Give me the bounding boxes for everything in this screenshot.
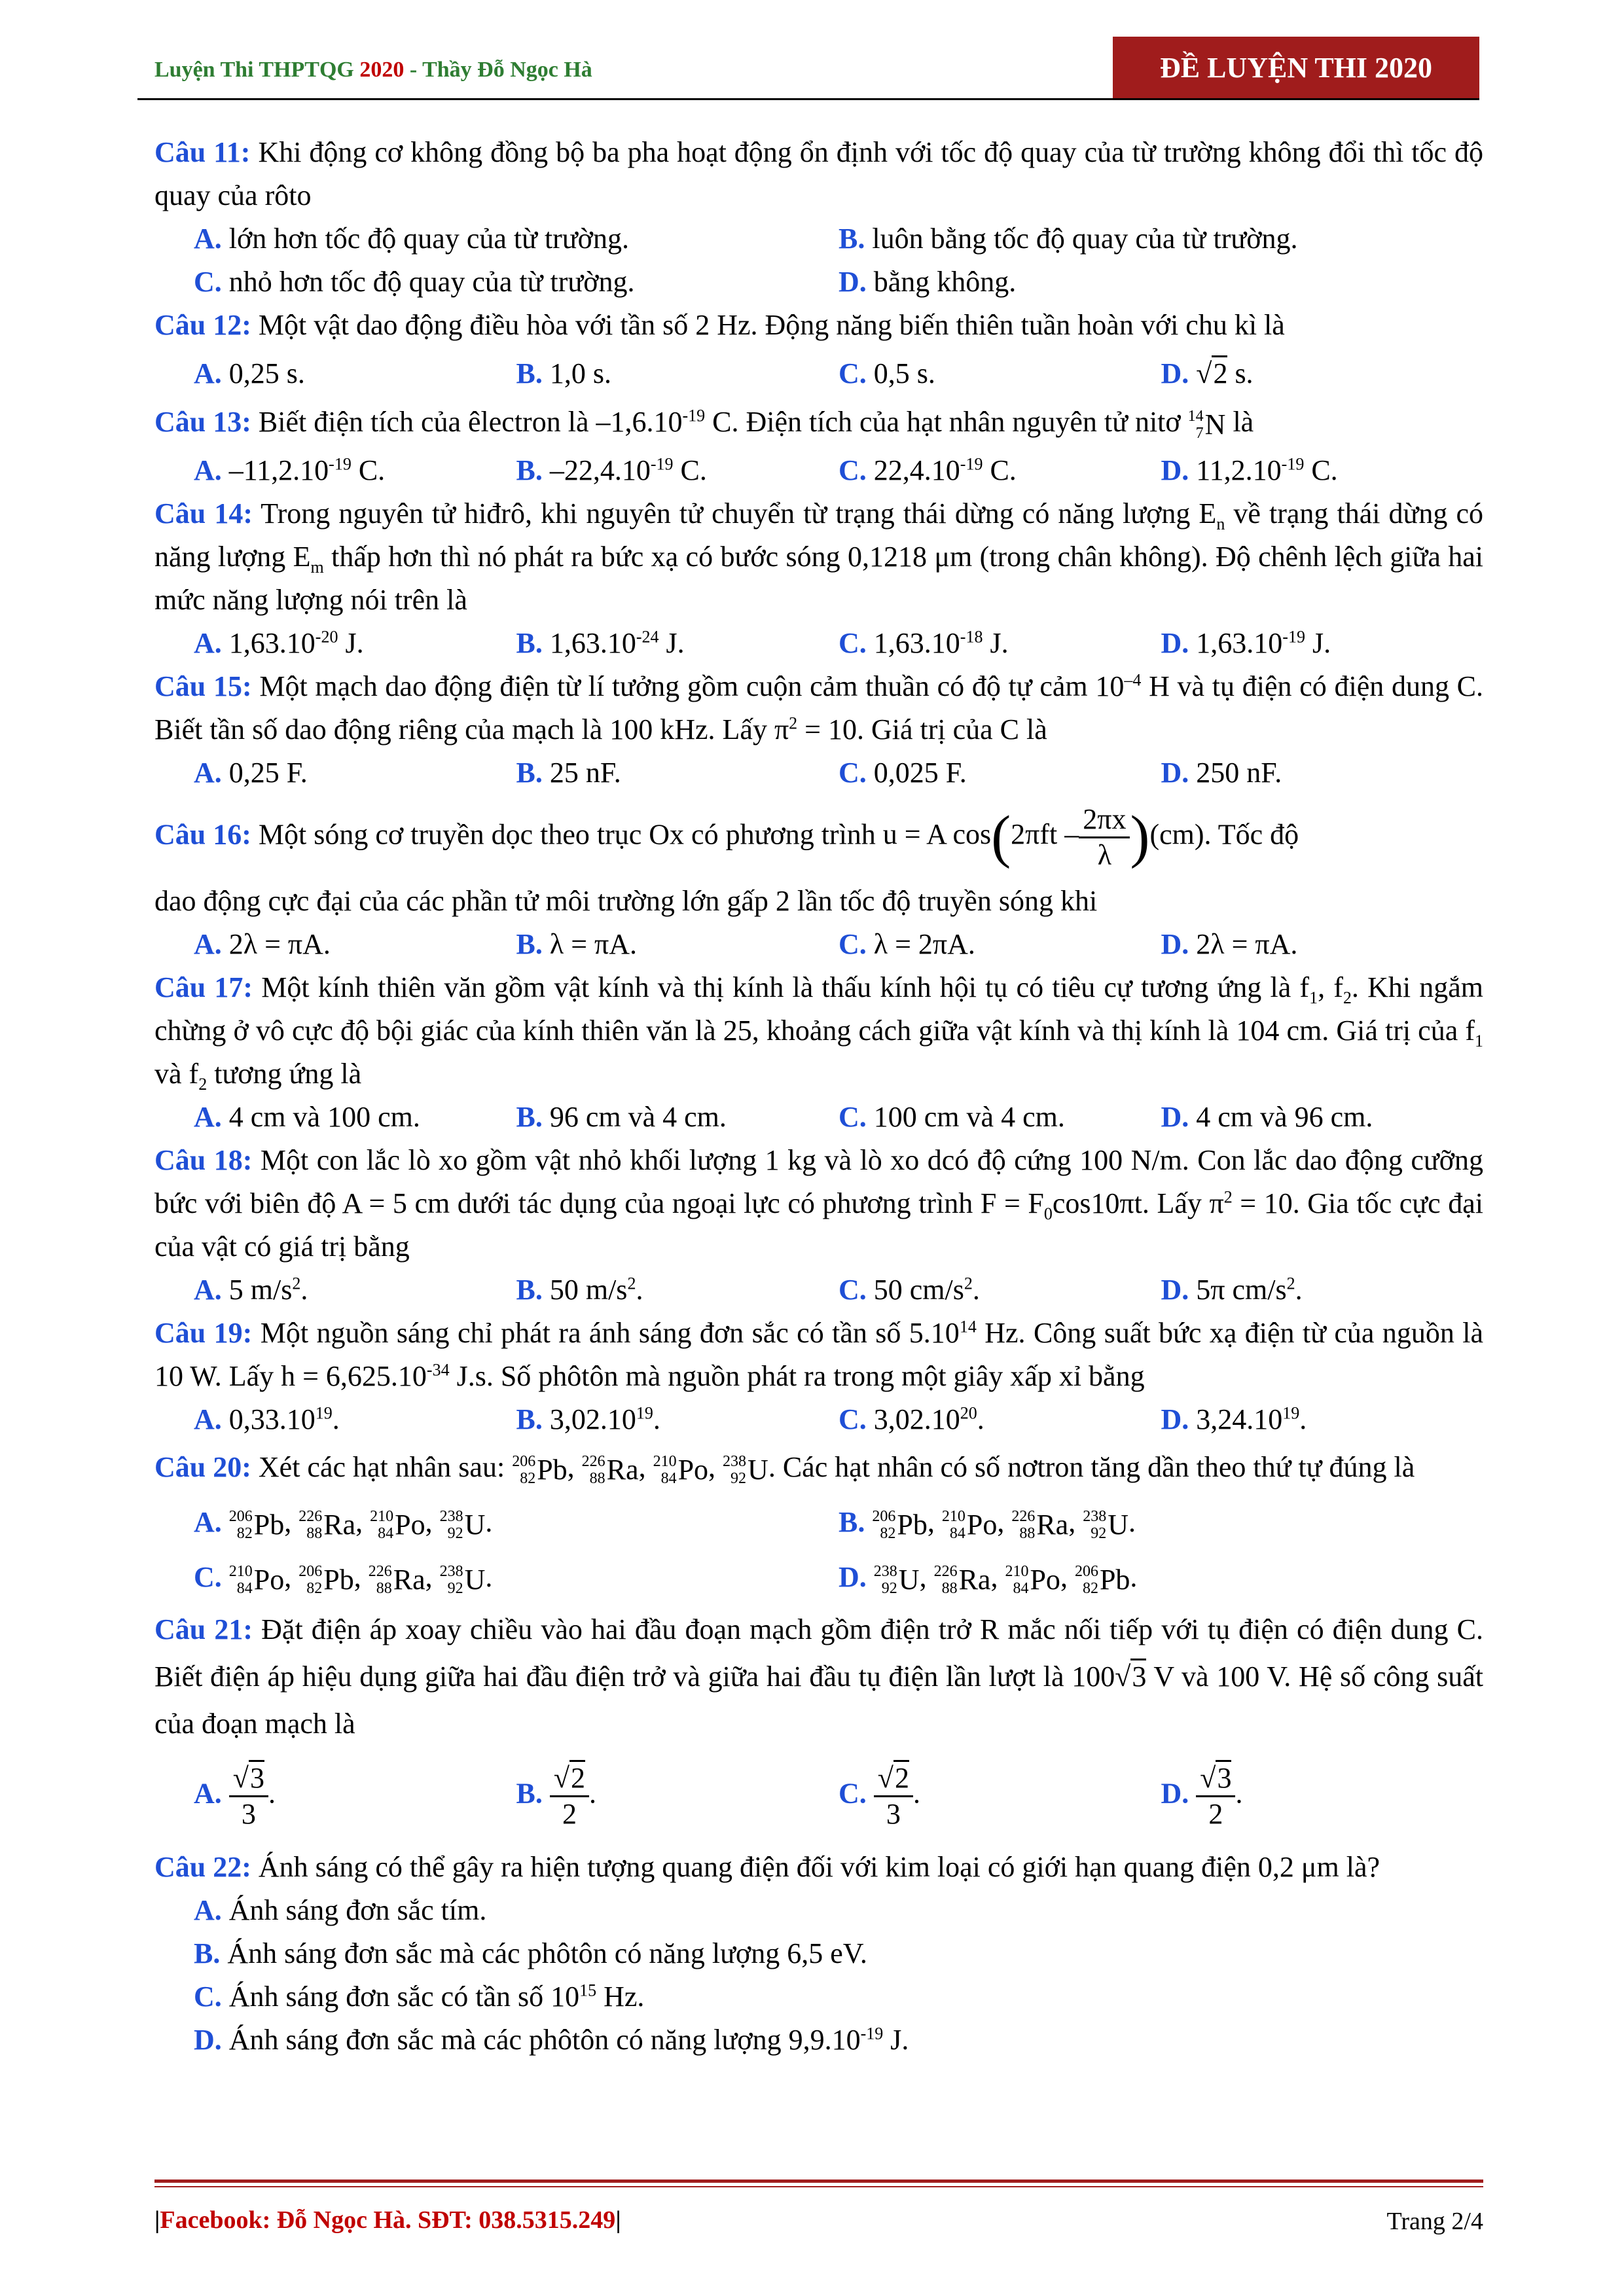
option-d[interactable]: D. 250 nF. (1161, 757, 1282, 789)
options-row (154, 217, 1483, 260)
option-a[interactable]: A. Ánh sáng đơn sắc tím. (194, 1893, 487, 1926)
question-11: Câu 11: Khi động cơ không đồng bộ ba pha hoạt động ổn định với tốc độ quay của từ trường không đổi thì tốc độ quay của rôto (154, 136, 1483, 211)
question-13: Câu 13: Biết điện tích của êlectron là $-1,6.10^{-19}$ C. Điện tích của hạt nhân nguyên tử nitơ 14 7 N là (154, 401, 1483, 449)
option-d[interactable]: D. bằng không. (839, 266, 1017, 298)
option-c[interactable]: C. nhỏ hơn tốc độ quay của từ trường. (194, 266, 635, 298)
option-d[interactable]: D. Ánh sáng đơn sắc mà các phôtôn có năng lượng $9,9.10^{-19}$ J. (194, 2023, 909, 2056)
nuclide-n: 14 7 N (1187, 407, 1226, 442)
options-row (154, 449, 1483, 492)
question-15: Câu 15: Một mạch dao động điện từ lí tưởng gồm cuộn cảm thuần có độ tự cảm $10^{-4}$ H và tụ điện có điện dung C. Biết tần số dao động riêng của mạch là 100 kHz. Lấy $\pi^2 = 10$. Giá trị của C là (154, 670, 1484, 745)
options-row (154, 260, 1483, 304)
option-b[interactable]: B. λ = πA. (516, 928, 637, 960)
footer-contact: |Facebook: Đỗ Ngọc Hà. SĐT: 038.5315.249| (154, 2206, 621, 2234)
option-b[interactable]: B. 96 cm và 4 cm. (516, 1101, 727, 1133)
options-row (154, 1748, 1483, 1846)
option-b[interactable]: B. $-22,4.10^{-19}$ C. (516, 454, 707, 486)
option-d[interactable]: D. $\frac{√3}{2}$ . (1161, 1761, 1484, 1831)
options-row (154, 751, 1483, 795)
nuclide-u: 238 92 U (723, 1452, 768, 1487)
option-c[interactable]: C. 0,025 F. (839, 757, 967, 789)
options-row (154, 1268, 1483, 1312)
option-c[interactable]: C. 3,02.10$^{20}$. (839, 1403, 984, 1435)
option-c[interactable]: C. 210 84 Po , 206 82 Pb , 226 88 Ra , 238 92 U . (194, 1560, 493, 1597)
option-a[interactable]: A. $-11,2.10^{-19}$ C. (194, 454, 386, 486)
option-d[interactable]: D. √2 s. (1161, 352, 1484, 401)
question-16: Câu 16: Một sóng cơ truyền dọc theo trục Ox có phương trình u = A cos(2πft – $\frac{2\pi x}{\lambda}$ )(cm). Tốc độ (154, 802, 1299, 871)
option-c[interactable]: C. $22,4.10^{-19}$ C. (839, 454, 1017, 486)
header-divider (137, 98, 1479, 100)
options-row (154, 923, 1483, 966)
question-16-cont: dao động cực đại của các phần tử môi trường lớn gấp 2 lần tốc độ truyền sóng khi (154, 885, 1098, 917)
question-20: Câu 20: Xét các hạt nhân sau: 206 82 Pb , 226 88 Ra , 210 84 Po , 238 92 U . Các hạt nhân có số nơtron tăng dần theo thứ tự đúng là (154, 1441, 1483, 1496)
option-d[interactable]: D. 2λ = πA. (1161, 928, 1298, 960)
option-c[interactable]: C. 50 $cm/s^2$. (839, 1274, 980, 1306)
option-d[interactable]: D. $11,2.10^{-19}$ C. (1161, 454, 1338, 486)
question-19: Câu 19: Một nguồn sáng chỉ phát ra ánh sáng đơn sắc có tần số 5.10$^{14}$ Hz. Công suất bức xạ điện từ của nguồn là 10 W. Lấy $h = 6,625.10^{-34}$ J.s. Số phôtôn mà nguồn phát ra trong một giây xấp xỉ bằng (154, 1317, 1483, 1392)
nuclide-po: 210 84 Po (653, 1452, 709, 1487)
option-d[interactable]: D. $1,63.10^{-19}$ J. (1161, 627, 1331, 659)
footer-divider (154, 2179, 1483, 2183)
option-a[interactable]: A. 5 $m/s^2$. (194, 1274, 308, 1306)
option-c[interactable]: C. $\frac{√2}{3}$ . (839, 1761, 1161, 1831)
options-row (154, 622, 1483, 665)
option-c[interactable]: C. λ = 2πA. (839, 928, 975, 960)
option-b[interactable]: B. 50 $m/s^2$. (516, 1274, 643, 1306)
options-row (154, 1551, 1483, 1606)
option-b[interactable]: B. 25 nF. (516, 757, 621, 789)
question-14: Câu 14: Trong nguyên tử hiđrô, khi nguyên tử chuyển từ trạng thái dừng có năng lượng $E_n$ về trạng thái dừng có năng lượng $E_m$ thấp hơn thì nó phát ra bức xạ có bước sóng 0,1218 μm (trong chân không). Độ chênh lệch giữa hai mức năng lượng nói trên là (154, 497, 1484, 616)
question-18: Câu 18: Một con lắc lò xo gồm vật nhỏ khối lượng 1 kg và lò xo dcó độ cứng 100 N/m. Con lắc dao động cưỡng bức với biên độ A = 5 cm dưới tác dụng của ngoại lực có phương trình $F = F_0\cos 10\pi t$. Lấy $\pi^2 = 10$. Gia tốc cực đại của vật có giá trị bằng (154, 1144, 1484, 1263)
nuclide-ra: 226 88 Ra (581, 1452, 639, 1487)
option-a[interactable]: A. 2λ = πA. (194, 928, 331, 960)
option-c[interactable]: C. 0,5 s. (839, 357, 935, 389)
options-row (154, 1398, 1483, 1441)
option-a[interactable]: A. 206 82 Pb , 226 88 Ra , 210 84 Po , 238 92 U . (194, 1505, 493, 1542)
option-b[interactable]: B. luôn bằng tốc độ quay của từ trường. (839, 223, 1298, 255)
option-d[interactable]: D. 4 cm và 96 cm. (1161, 1101, 1373, 1133)
option-a[interactable]: A. 0,25 F. (194, 757, 308, 789)
option-d[interactable]: D. 238 92 U , 226 88 Ra , 210 84 Po , 206 82 Pb . (839, 1560, 1138, 1597)
question-22: Câu 22: Ánh sáng có thể gây ra hiện tượng quang điện đối với kim loại có giới hạn quang điện 0,2 μm là? (154, 1850, 1380, 1883)
option-a[interactable]: A. $1,63.10^{-20}$ J. (194, 627, 364, 659)
options-row (154, 1096, 1483, 1139)
option-d[interactable]: D. 3,24.10$^{19}$. (1161, 1403, 1307, 1435)
nuclide-pb: 206 82 Pb (512, 1452, 568, 1487)
question-17: Câu 17: Một kính thiên văn gồm vật kính và thị kính là thấu kính hội tụ có tiêu cự tương ứng là $f_1$, $f_2$. Khi ngắm chừng ở vô cực độ bội giác của kính thiên văn là 25, khoảng cách giữa vật kính và thị kính là 104 cm. Giá trị của $f_1$ và $f_2$ tương ứng là (154, 971, 1483, 1094)
option-d[interactable]: D. 5π $cm/s^2$. (1161, 1274, 1303, 1306)
question-list (154, 131, 1483, 2062)
options-row (154, 347, 1483, 401)
option-b[interactable]: B. Ánh sáng đơn sắc mà các phôtôn có năng lượng 6,5 eV. (194, 1937, 867, 1969)
option-a[interactable]: A. 0,25 s. (194, 357, 305, 389)
option-a[interactable]: A. 4 cm và 100 cm. (194, 1101, 420, 1133)
option-c[interactable]: C. 100 cm và 4 cm. (839, 1101, 1065, 1133)
option-b[interactable]: B. 1,0 s. (516, 357, 611, 389)
option-a[interactable]: A. lớn hơn tốc độ quay của từ trường. (194, 223, 629, 255)
option-c[interactable]: C. $1,63.10^{-18}$ J. (839, 627, 1009, 659)
options-row (154, 1496, 1483, 1551)
option-c[interactable]: C. Ánh sáng đơn sắc có tần số $10^{15}$ Hz. (194, 1980, 645, 2013)
option-b[interactable]: B. $\frac{√2}{2}$ . (516, 1761, 839, 1831)
option-a[interactable]: A. $\frac{√3}{3}$ . (194, 1761, 516, 1831)
question-21: Câu 21: Đặt điện áp xoay chiều vào hai đầu đoạn mạch gồm điện trở R mắc nối tiếp với tụ điện có điện dung C. Biết điện áp hiệu dụng giữa hai đầu điện trở và giữa hai đầu tụ điện lần lượt là 100√3 V và 100 V. Hệ số công suất của đoạn mạch là (154, 1613, 1484, 1740)
wave-equation: u = A cos(2πft – $\frac{2\pi x}{\lambda}$ ) (882, 802, 1150, 871)
option-b[interactable]: B. 206 82 Pb , 210 84 Po , 226 88 Ra , 238 92 U . (839, 1505, 1136, 1542)
header-title: Luyện Thi THPTQG 2020 - Thầy Đỗ Ngọc Hà (154, 58, 592, 82)
header-badge: ĐỀ LUYỆN THI 2020 (1113, 37, 1479, 98)
option-b[interactable]: B. 3,02.10$^{19}$. (516, 1403, 660, 1435)
page-number: Trang 2/4 (1386, 2208, 1483, 2235)
option-b[interactable]: B. $1,63.10^{-24}$ J. (516, 627, 685, 659)
option-a[interactable]: A. 0,33.10$^{19}$. (194, 1403, 340, 1435)
question-12: Câu 12: Một vật dao động điều hòa với tần số 2 Hz. Động năng biến thiên tuần hoàn với chu kì là (154, 309, 1285, 341)
footer-divider-thin (154, 2186, 1483, 2187)
